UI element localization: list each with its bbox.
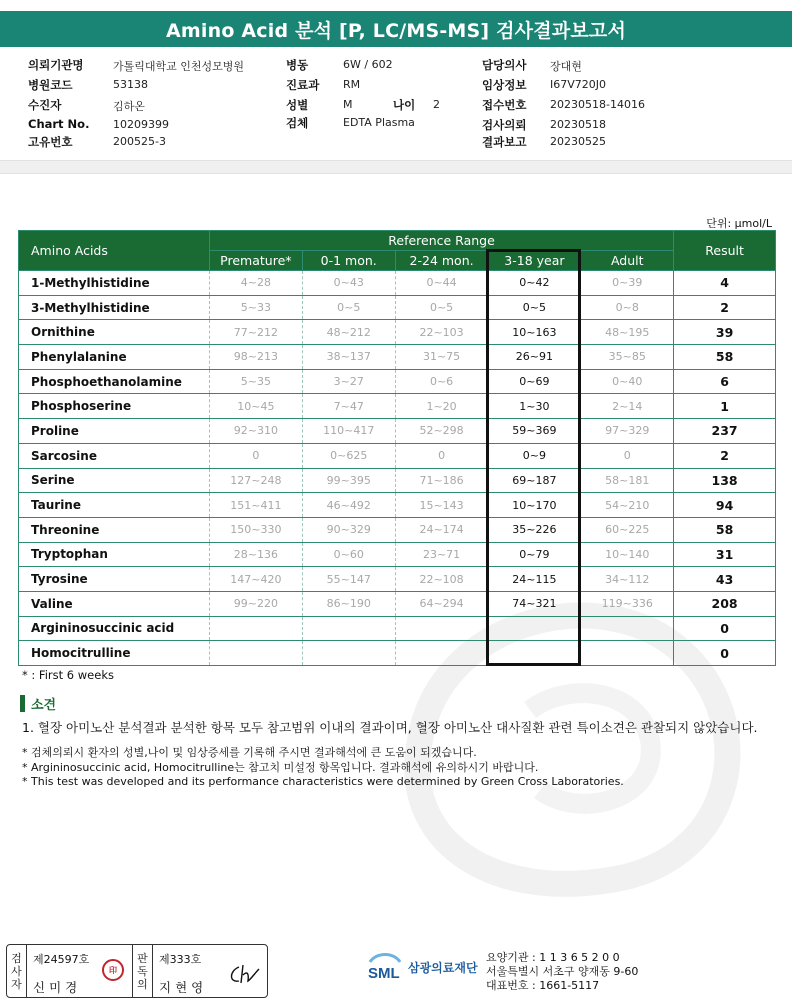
reference-range-cell: 22~108 <box>395 567 488 592</box>
reference-range-cell: 92~310 <box>209 419 302 444</box>
reference-range-cell: 69~187 <box>488 468 581 493</box>
table-row <box>19 468 776 493</box>
clinical-value: I67V720J0 <box>550 78 607 91</box>
table-row <box>19 493 776 518</box>
amino-acid-name: Tryptophan <box>19 542 210 567</box>
reference-range-cell: 98~213 <box>209 345 302 370</box>
reference-range-cell: 71~186 <box>395 468 488 493</box>
amino-acid-name: Tyrosine <box>19 567 210 592</box>
reference-range-cell: 0~60 <box>302 542 395 567</box>
label-char: 자 <box>11 977 22 991</box>
reference-range-cell: 22~103 <box>395 320 488 345</box>
table-row <box>19 419 776 444</box>
specimen-label: 검체 <box>286 116 309 130</box>
header-3-18-year: 3-18 year <box>488 251 581 271</box>
lab-logo <box>366 950 478 984</box>
separator-band <box>0 160 792 174</box>
reference-range-cell: 0~79 <box>488 542 581 567</box>
reference-range-cell <box>488 616 581 641</box>
label-char: 검 <box>11 951 22 965</box>
reader-name: 지현영 <box>159 980 208 995</box>
reference-range-cell: 0 <box>209 443 302 468</box>
dept-value: RM <box>343 78 361 91</box>
clinical-label: 임상정보 <box>482 78 527 92</box>
result-cell: 31 <box>674 542 776 567</box>
result-cell: 2 <box>674 443 776 468</box>
seal-icon: 印 <box>102 959 124 981</box>
reference-range-cell <box>395 641 488 666</box>
reference-range-cell: 7~47 <box>302 394 395 419</box>
opinion-text: 1. 혈장 아미노산 분석결과 분석한 항목 모두 참고범위 이내의 결과이며, 혈장 아미노산 대사질환 관련 특이소견은 관찰되지 않았습니다. <box>22 720 758 735</box>
amino-acid-name: Phosphoserine <box>19 394 210 419</box>
reference-range-cell: 2~14 <box>581 394 674 419</box>
label-char: 의 <box>137 977 148 991</box>
opinion-title: 소견 <box>31 698 57 713</box>
header-0-1-mon: 0-1 mon. <box>302 251 395 271</box>
table-row <box>19 345 776 370</box>
reference-range-cell: 0~5 <box>488 295 581 320</box>
reference-range-cell: 48~212 <box>302 320 395 345</box>
amino-acid-name: Phenylalanine <box>19 345 210 370</box>
reference-range-cell: 0 <box>395 443 488 468</box>
reference-range-cell: 0~42 <box>488 271 581 296</box>
request-value: 20230518 <box>550 118 606 131</box>
reference-range-cell: 52~298 <box>395 419 488 444</box>
amino-acid-name: Proline <box>19 419 210 444</box>
reference-range-cell: 34~112 <box>581 567 674 592</box>
amino-acid-name: Taurine <box>19 493 210 518</box>
reference-range-cell: 0~6 <box>395 369 488 394</box>
reference-range-cell: 10~140 <box>581 542 674 567</box>
header-amino-acids: Amino Acids <box>19 231 210 271</box>
request-label: 검사의뢰 <box>482 118 527 132</box>
amino-acid-name: Homocitrulline <box>19 641 210 666</box>
doctor-label: 담당의사 <box>482 58 527 72</box>
result-cell: 0 <box>674 616 776 641</box>
result-cell: 39 <box>674 320 776 345</box>
reference-range-cell: 77~212 <box>209 320 302 345</box>
reader-cell <box>153 945 267 997</box>
signature-icon <box>227 961 261 987</box>
doctor-value: 장대현 <box>550 60 582 73</box>
table-row <box>19 542 776 567</box>
table-row <box>19 295 776 320</box>
patient-info <box>0 55 792 155</box>
reference-range-cell: 26~91 <box>488 345 581 370</box>
age-value: 2 <box>433 98 440 111</box>
report-title: Amino Acid 분석 [P, LC/MS-MS] 검사결과보고서 <box>0 11 792 47</box>
hospital-label: 의뢰기관명 <box>28 58 84 72</box>
reference-range-cell: 1~30 <box>488 394 581 419</box>
dept-label: 진료과 <box>286 78 320 92</box>
reference-range-cell: 99~395 <box>302 468 395 493</box>
reference-range-cell: 38~137 <box>302 345 395 370</box>
reference-range-cell: 58~181 <box>581 468 674 493</box>
reference-range-cell: 35~226 <box>488 517 581 542</box>
reference-range-cell: 4~28 <box>209 271 302 296</box>
table-row <box>19 443 776 468</box>
table-row <box>19 271 776 296</box>
label-char: 사 <box>11 964 22 978</box>
reference-range-cell <box>581 641 674 666</box>
reference-range-cell: 127~248 <box>209 468 302 493</box>
reference-range-cell: 0~40 <box>581 369 674 394</box>
reader-id: 제333호 <box>159 953 202 966</box>
table-row <box>19 591 776 616</box>
reference-range-cell: 0~5 <box>302 295 395 320</box>
result-cell: 58 <box>674 517 776 542</box>
unique-value: 200525-3 <box>113 135 166 148</box>
result-cell: 43 <box>674 567 776 592</box>
amino-acid-name: Serine <box>19 468 210 493</box>
reference-range-cell: 0~5 <box>395 295 488 320</box>
note-item: * Argininosuccinic acid, Homocitrulline는 참고치 미설정 항목입니다. 결과해석에 유의하시기 바랍니다. <box>22 760 539 774</box>
reference-range-cell <box>302 616 395 641</box>
reference-range-cell: 0~39 <box>581 271 674 296</box>
reference-range-cell: 24~174 <box>395 517 488 542</box>
reference-range-cell: 3~27 <box>302 369 395 394</box>
header-reference-range: Reference Range <box>209 231 673 251</box>
ward-label: 병동 <box>286 58 309 72</box>
reference-range-cell: 31~75 <box>395 345 488 370</box>
lab-info <box>486 951 638 993</box>
report-date-label: 결과보고 <box>482 135 527 149</box>
notes <box>22 746 624 790</box>
hospital-value: 가톨릭대학교 인천성모병원 <box>113 60 245 73</box>
reference-range-cell: 0~8 <box>581 295 674 320</box>
table-row <box>19 369 776 394</box>
header-premature: Premature* <box>209 251 302 271</box>
reference-range-cell: 59~369 <box>488 419 581 444</box>
amino-acid-name: 3-Methylhistidine <box>19 295 210 320</box>
lab-line: 요양기관 : 1 1 3 6 5 2 0 0 <box>486 951 620 964</box>
opinion-heading <box>20 694 56 713</box>
reference-range-cell: 10~170 <box>488 493 581 518</box>
reader-label <box>133 945 153 997</box>
reference-range-cell: 10~163 <box>488 320 581 345</box>
table-row <box>19 641 776 666</box>
reference-range-cell: 24~115 <box>488 567 581 592</box>
amino-acid-name: Threonine <box>19 517 210 542</box>
reference-range-cell: 64~294 <box>395 591 488 616</box>
amino-acid-name: Argininosuccinic acid <box>19 616 210 641</box>
reference-range-cell <box>209 641 302 666</box>
reference-range-cell: 0~69 <box>488 369 581 394</box>
result-cell: 58 <box>674 345 776 370</box>
reference-range-cell: 99~220 <box>209 591 302 616</box>
note-item: * This test was developed and its performance characteristics were determined by Green Cross Laboratories. <box>22 775 624 788</box>
chart-value: 10209399 <box>113 118 169 131</box>
patient-label: 수진자 <box>28 98 62 112</box>
reference-range-cell: 48~195 <box>581 320 674 345</box>
reference-range-cell <box>395 616 488 641</box>
note-item: * 검체의뢰시 환자의 성별,나이 및 임상증세를 기록해 주시면 결과해석에 큰 도움이 되겠습니다. <box>22 746 477 759</box>
code-value: 53138 <box>113 78 148 91</box>
reference-range-cell: 86~190 <box>302 591 395 616</box>
header-adult: Adult <box>581 251 674 271</box>
reference-range-cell: 0~43 <box>302 271 395 296</box>
reference-range-cell: 60~225 <box>581 517 674 542</box>
examiner-id: 제24597호 <box>33 953 90 966</box>
lab-org-name: 삼광의료재단 <box>408 960 478 975</box>
examiner-label <box>7 945 27 997</box>
chart-label: Chart No. <box>28 117 90 131</box>
result-cell: 0 <box>674 641 776 666</box>
header-result: Result <box>674 231 776 271</box>
reference-range-cell: 74~321 <box>488 591 581 616</box>
table-row <box>19 616 776 641</box>
reference-range-cell: 35~85 <box>581 345 674 370</box>
reference-range-cell: 5~33 <box>209 295 302 320</box>
sml-logo-icon <box>366 950 404 984</box>
reference-range-cell: 28~136 <box>209 542 302 567</box>
amino-acid-name: 1-Methylhistidine <box>19 271 210 296</box>
result-cell: 4 <box>674 271 776 296</box>
code-label: 병원코드 <box>28 78 73 92</box>
result-cell: 237 <box>674 419 776 444</box>
result-cell: 94 <box>674 493 776 518</box>
examiner-cell <box>27 945 133 997</box>
reference-range-cell: 0 <box>581 443 674 468</box>
reference-range-cell <box>488 641 581 666</box>
amino-acid-table <box>18 230 776 666</box>
amino-acid-name: Sarcosine <box>19 443 210 468</box>
reference-range-cell: 23~71 <box>395 542 488 567</box>
receipt-label: 접수번호 <box>482 98 527 112</box>
amino-acid-name: Valine <box>19 591 210 616</box>
reference-range-cell: 10~45 <box>209 394 302 419</box>
unique-label: 고유번호 <box>28 135 73 149</box>
reference-range-cell: 119~336 <box>581 591 674 616</box>
examiner-name: 신미경 <box>33 980 82 995</box>
svg-text:SML: SML <box>368 965 400 982</box>
specimen-value: EDTA Plasma <box>343 116 415 129</box>
table-row <box>19 394 776 419</box>
receipt-value: 20230518-14016 <box>550 98 645 111</box>
label-char: 독 <box>137 964 148 978</box>
patient-value: 김하온 <box>113 100 145 113</box>
amino-acid-name: Ornithine <box>19 320 210 345</box>
signature-box <box>6 944 268 998</box>
reference-range-cell <box>302 641 395 666</box>
reference-range-cell: 151~411 <box>209 493 302 518</box>
result-cell: 6 <box>674 369 776 394</box>
table-row <box>19 320 776 345</box>
reference-range-cell: 0~9 <box>488 443 581 468</box>
table-row <box>19 567 776 592</box>
report-date-value: 20230525 <box>550 135 606 148</box>
label-char: 판 <box>137 951 148 965</box>
footnote: * : First 6 weeks <box>22 668 114 682</box>
reference-range-cell: 1~20 <box>395 394 488 419</box>
heading-bar <box>20 695 25 712</box>
result-cell: 1 <box>674 394 776 419</box>
ward-value: 6W / 602 <box>343 58 393 71</box>
reference-range-cell <box>581 616 674 641</box>
reference-range-cell: 54~210 <box>581 493 674 518</box>
reference-range-cell: 5~35 <box>209 369 302 394</box>
reference-range-cell: 147~420 <box>209 567 302 592</box>
reference-range-cell: 0~625 <box>302 443 395 468</box>
reference-range-cell <box>209 616 302 641</box>
lab-line: 대표번호 : 1661-5117 <box>486 979 600 992</box>
reference-range-cell: 0~44 <box>395 271 488 296</box>
header-2-24-mon: 2-24 mon. <box>395 251 488 271</box>
result-cell: 138 <box>674 468 776 493</box>
lab-line: 서울특별시 서초구 양재동 9-60 <box>486 965 639 978</box>
table-row <box>19 517 776 542</box>
sex-value: M <box>343 98 353 111</box>
age-label: 나이 <box>393 98 416 112</box>
result-cell: 208 <box>674 591 776 616</box>
reference-range-cell: 150~330 <box>209 517 302 542</box>
result-cell: 2 <box>674 295 776 320</box>
reference-range-cell: 90~329 <box>302 517 395 542</box>
sex-label: 성별 <box>286 98 309 112</box>
reference-range-cell: 97~329 <box>581 419 674 444</box>
reference-range-cell: 110~417 <box>302 419 395 444</box>
unit-label: 단위: µmol/L <box>706 217 772 230</box>
amino-acid-name: Phosphoethanolamine <box>19 369 210 394</box>
reference-range-cell: 55~147 <box>302 567 395 592</box>
reference-range-cell: 15~143 <box>395 493 488 518</box>
reference-range-cell: 46~492 <box>302 493 395 518</box>
